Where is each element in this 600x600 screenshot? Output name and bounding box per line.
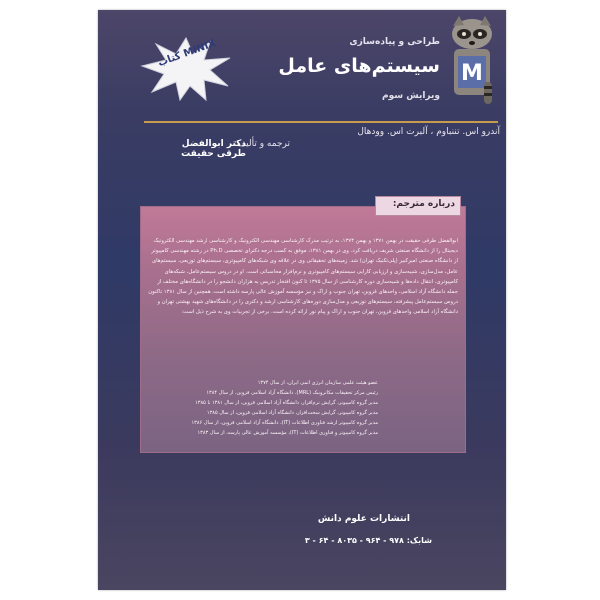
svg-text:M: M <box>461 61 483 86</box>
authors: آندرو اس. تننباوم ، آلبرت اس. وودهال <box>357 127 500 137</box>
translator-bio: ابوالفضل طرقی حقیقت در بهمن ۱۳۷۱ و بهمن ۱۳۷۴، به ترتیب مدرک کارشناسی مهندسی الکترونیک و کارشناسی ارشد مهندسی الکترونیک دیجیتال را از دانشگاه صنعتی شریف دریافت کرد. وی در بهمن ۱۳۸۱، موفق به کسب درجه دکترای تخصصی Ph.D در رشته مهندسی کامپیوتر از دانشگاه صنعتی امیرکبیر (پلی‌تکنیک تهران) شد. زمینه‌های تحقیقاتی وی در علاقه وی شبکه‌های کامپیوتری، سیستم‌های توزیعی، سیستم‌های عامل، مدل‌سازی، شبیه‌سازی و ارزیابی کارایی سیستم‌های کامپیوتری و نرم‌افزار محاسباتی است. او در دروس سیستم‌عامل، شبکه‌های کامپیوتری، انتقال داده‌ها و شبیه‌سازی دوره کارشناسی از سال ۱۳۷۵ تا کنون افتخار تدریس به هزاران دانشجو را در دانشگاه‌های مختلف از جمله دانشگاه آزاد اسلامی، واحدهای قزوین، تهران جنوب و اراک و نیز مؤسسه آموزش عالی پارسه داشته است. همچنین از سال ۱۳۸۱ تاکنون دروس سیستم‌عامل پیشرفته، سیستم‌های توزیعی و مدل‌سازی دوره‌های کارشناسی ارشد و دکتری را در دانشگاه‌های شهید بهشتی تهران و دانشگاه آزاد اسلامی واحدهای قزوین، تهران جنوب و اراک و پیام نور ارائه کرده است. برخی از تجربیات وی به شرح ذیل است: <box>148 238 458 316</box>
book-title: سیستم‌های عامل <box>278 55 440 77</box>
role-item: مدیر گروه کامپیوتر ارشد فناوری اطلاعات (IT)، دانشگاه آزاد اسلامی قزوین، از سال ۱۳۸۶ <box>191 420 378 426</box>
about-translator-title: درباره مترجم: <box>392 199 455 209</box>
role-item: مدیر گروه کامپیوتر، گرایش نرم‌افزار، دانشگاه آزاد اسلامی قزوین، از سال ۱۳۸۱ تا ۱۳۸۵ <box>195 400 378 406</box>
isbn: شابک: ۹۷۸ - ۹۶۴ - ۸۰۳۵ - ۶۴ - ۳ <box>304 536 432 545</box>
badge-label: کتاب MINIX <box>156 37 218 70</box>
role-item: رئیس مرکز تحقیقات مکاترونیک (MRL)، دانشگاه آزاد اسلامی قزوین، از سال ۱۳۸۴ <box>206 390 378 396</box>
role-item: مدیر گروه کامپیوتر، گرایش سخت‌افزار، دانشگاه آزاد اسلامی قزوین، از سال ۱۳۸۵ <box>206 410 378 416</box>
publisher-name: انتشارات علوم دانش <box>317 514 410 524</box>
translator-name: دکتر ابوالفضل طرقی حقیقت <box>181 139 246 159</box>
raccoon-mascot-logo <box>444 16 500 108</box>
translator-label: ترجمه و تألیف: <box>233 139 290 149</box>
role-item: عضو هیئت علمی سازمان انرژی اتمی ایران، از سال ۱۳۷۴ <box>257 380 378 386</box>
book-subtitle: طراحی و پیاده‌سازی <box>349 37 440 47</box>
role-item: مدیر گروه کامپیوتر و فناوری اطلاعات (IT)، مؤسسه آموزش عالی پارسه، از سال ۱۳۸۳ <box>197 430 378 436</box>
gold-divider <box>144 121 498 123</box>
edition-label: ویرایش سوم <box>382 91 440 101</box>
translator-roles-list <box>146 378 378 438</box>
